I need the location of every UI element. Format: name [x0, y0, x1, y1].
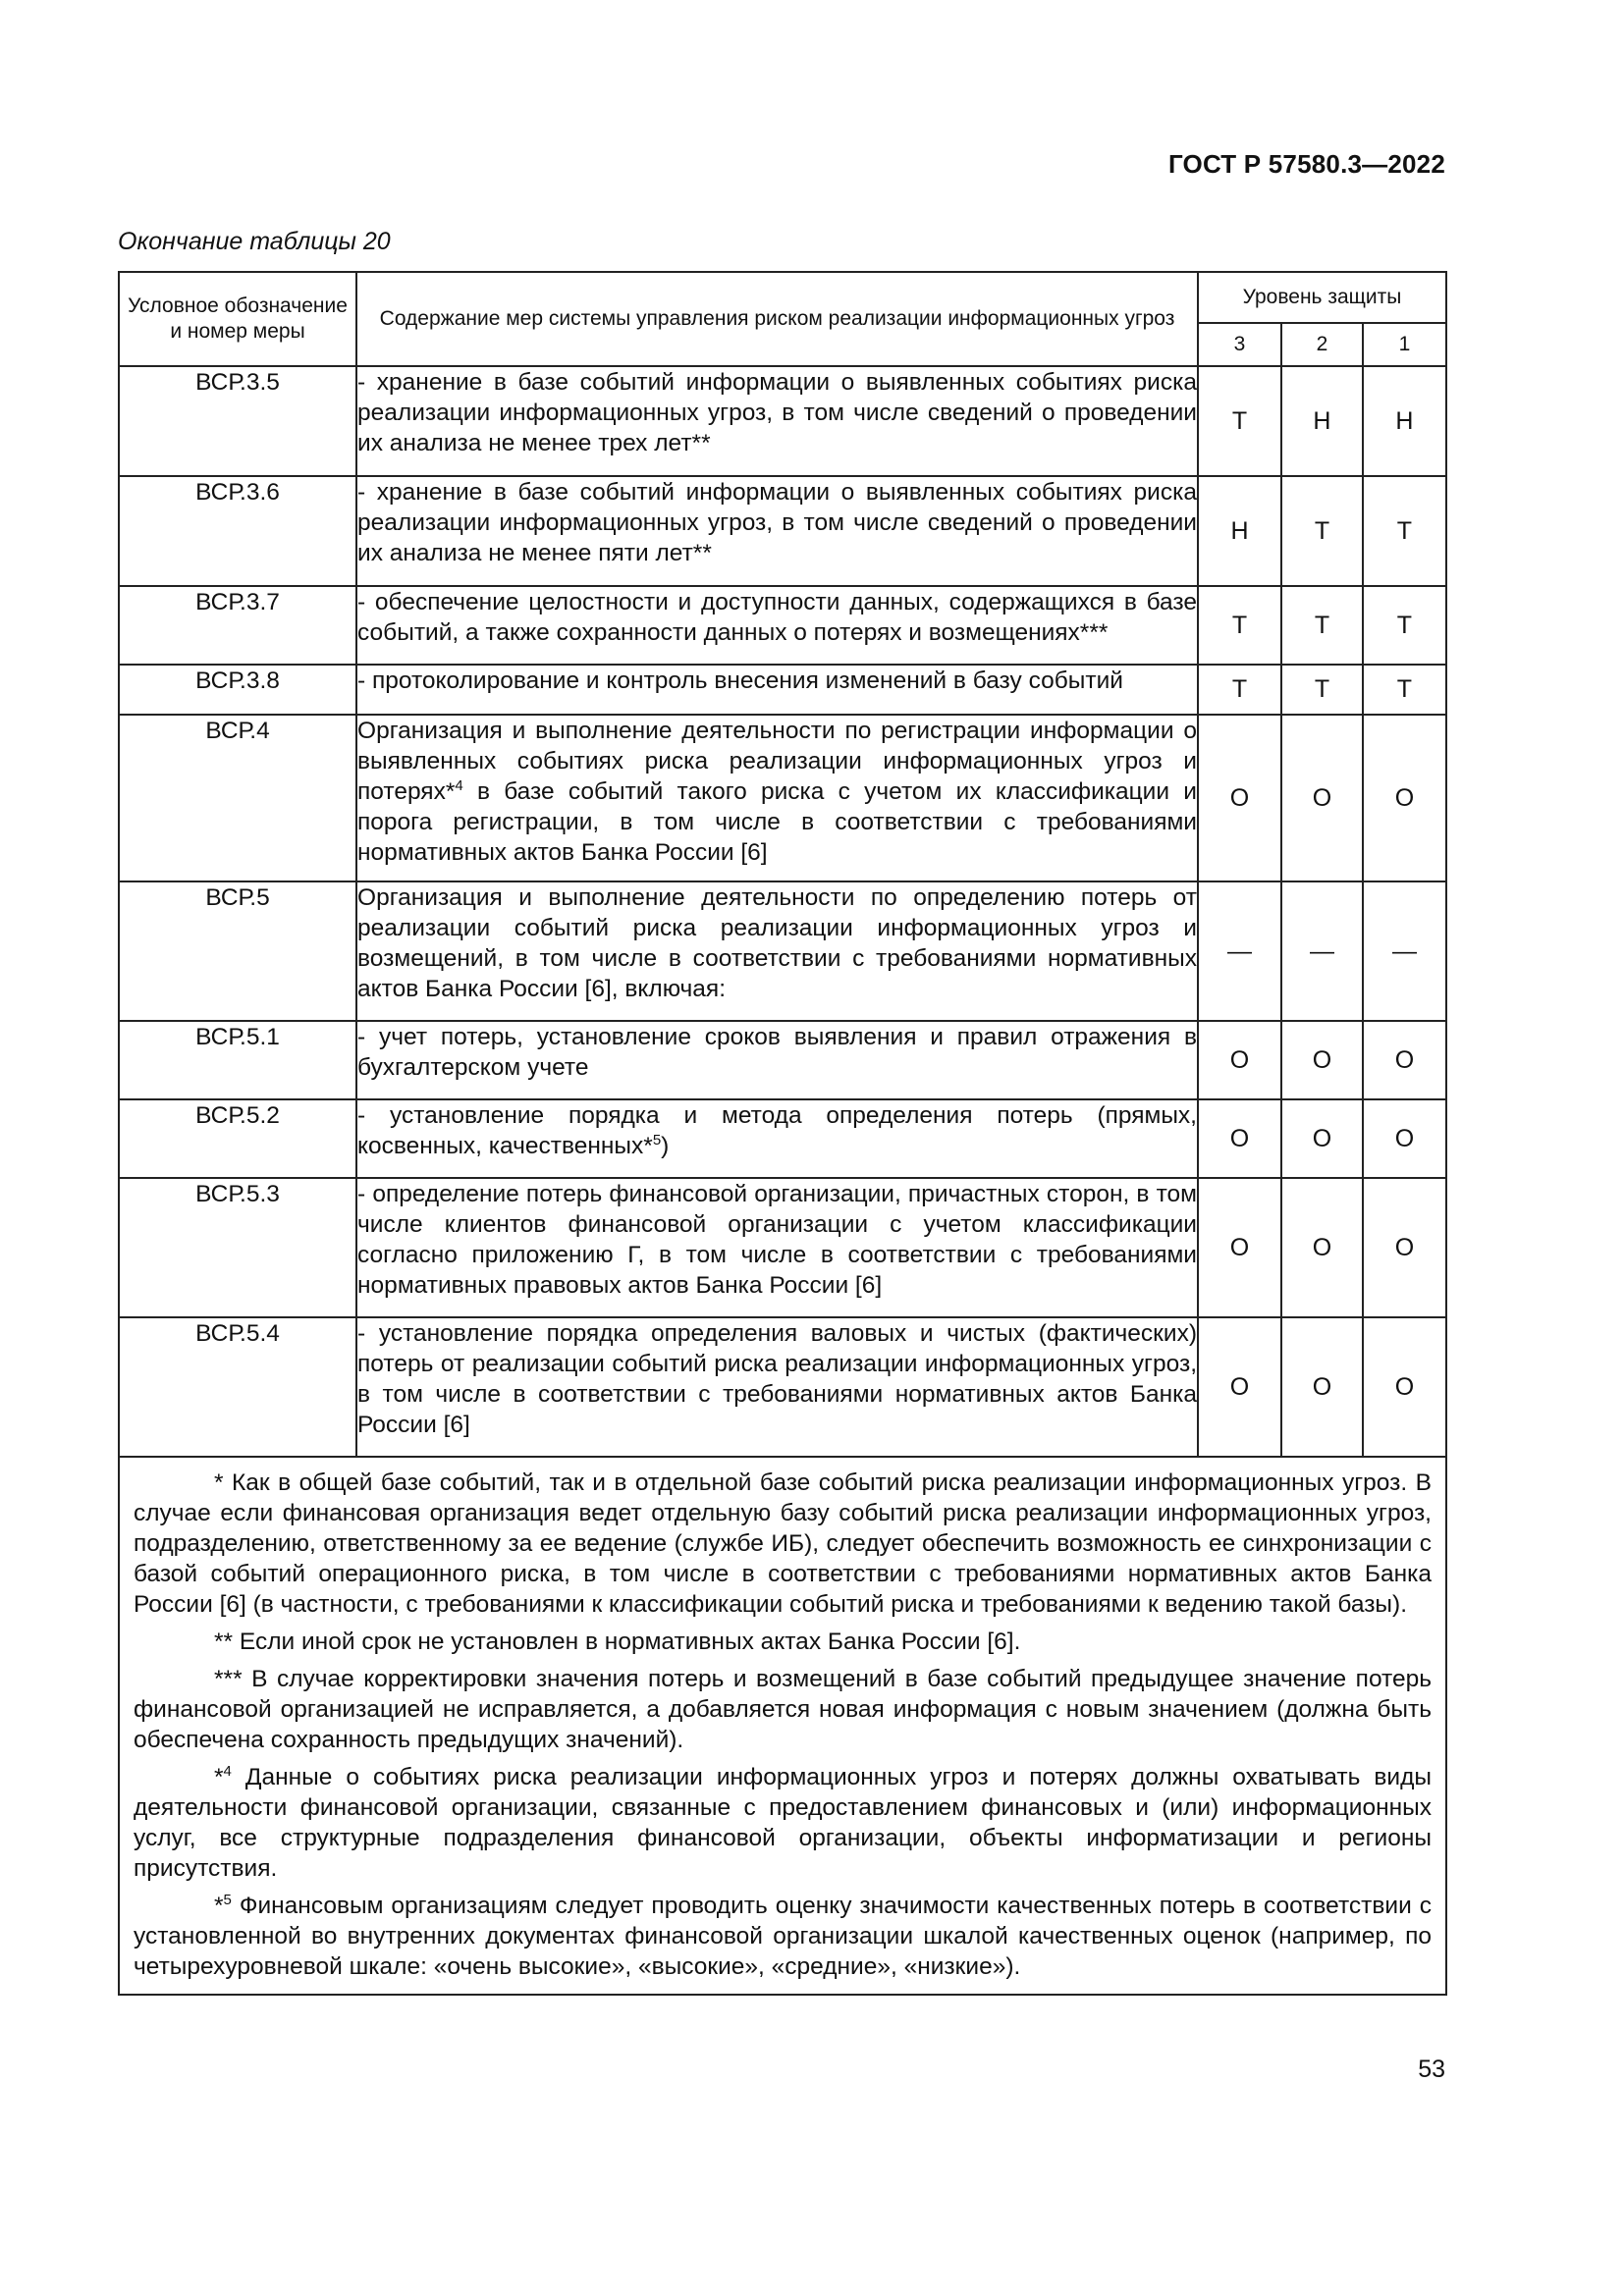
measure-code: ВСР.3.7: [119, 586, 356, 665]
measure-content-part: - установление порядка и метода определения потерь (прямых, косвенных, качественных*: [357, 1102, 1197, 1159]
level-3-value: О: [1198, 715, 1281, 881]
level-3-value: Т: [1198, 665, 1281, 715]
level-2-value: О: [1281, 1021, 1363, 1099]
header-level-3: 3: [1198, 323, 1281, 366]
footnote-5: [134, 1891, 1432, 1982]
level-2-value: Т: [1281, 586, 1363, 665]
level-3-value: О: [1198, 1317, 1281, 1457]
measure-code: ВСР.4: [119, 715, 356, 881]
table-caption: Окончание таблицы 20: [118, 228, 391, 255]
footnote-number: 5: [223, 1892, 232, 1908]
level-2-value: О: [1281, 1099, 1363, 1178]
measure-code: ВСР.5.3: [119, 1178, 356, 1317]
level-2-value: —: [1281, 881, 1363, 1021]
table-row: [119, 586, 1446, 665]
footnote-text: Данные о событиях риска реализации информационных угроз и потерях должны охватывать виды деятельности финансовой организации, связанные с предоставлением финансовых и (или) информационных услуг, все структурные подразделения финансовой организации, объекты информатизации и регионы присутствия.: [134, 1764, 1432, 1882]
measure-content-part: ): [661, 1133, 670, 1159]
level-3-value: Т: [1198, 366, 1281, 476]
measure-content-part: в базе событий такого риска с учетом их классификации и порога регистрации, в том числе в соответствии с требованиями нормативных актов Банка России [6]: [357, 778, 1197, 866]
level-1-value: Н: [1363, 366, 1446, 476]
level-3-value: Т: [1198, 586, 1281, 665]
level-1-value: О: [1363, 715, 1446, 881]
measure-content: Организация и выполнение деятельности по определению потерь от реализации событий риска реализации информационных угроз и возмещений, в том числе в соответствии с требованиями нормативных актов Банка России [6], включая:: [356, 881, 1198, 1021]
document-code: ГОСТ Р 57580.3—2022: [1167, 149, 1445, 179]
level-3-value: —: [1198, 881, 1281, 1021]
measure-code: ВСР.5.4: [119, 1317, 356, 1457]
measure-content: - определение потерь финансовой организации, причастных сторон, в том числе клиентов финансовой организации с учетом классификации согласно приложению Г, в том числе в соответствии с требованиями нормативных правовых актов Банка России [6]: [356, 1178, 1198, 1317]
footnote-4: [134, 1762, 1432, 1884]
measure-code: ВСР.3.6: [119, 476, 356, 586]
footnote-2: ** Если иной срок не установлен в нормативных актах Банка России [6].: [214, 1629, 1021, 1655]
table-row: [119, 1021, 1446, 1099]
level-1-value: О: [1363, 1178, 1446, 1317]
level-3-value: Н: [1198, 476, 1281, 586]
page-number: 53: [1418, 2056, 1445, 2083]
measure-content: - обеспечение целостности и доступности данных, содержащихся в базе событий, а также сохранности данных о потерях и возмещениях***: [356, 586, 1198, 665]
table-row: [119, 366, 1446, 476]
footnote-mark: *: [214, 1893, 224, 1919]
header-level-1: 1: [1363, 323, 1446, 366]
measure-code: ВСР.3.8: [119, 665, 356, 715]
table-row: [119, 476, 1446, 586]
measures-table: [118, 271, 1447, 1458]
level-1-value: Т: [1363, 476, 1446, 586]
measures-table-container: [118, 271, 1447, 1996]
level-1-value: О: [1363, 1099, 1446, 1178]
table-row: [119, 715, 1446, 881]
table-row: [119, 1099, 1446, 1178]
measure-content: [356, 715, 1198, 881]
measure-content-part: Организация и выполнение деятельности по регистрации информации о выявленных событиях риска реализации информационных угроз и потерях*: [357, 718, 1197, 805]
measure-content: - хранение в базе событий информации о выявленных событиях риска реализации информационных угроз, в том числе сведений о проведении их анализа не менее трех лет**: [356, 366, 1198, 476]
level-2-value: Н: [1281, 366, 1363, 476]
table-row: [119, 881, 1446, 1021]
level-1-value: О: [1363, 1021, 1446, 1099]
level-2-value: Т: [1281, 476, 1363, 586]
level-3-value: О: [1198, 1099, 1281, 1178]
measure-content: - протоколирование и контроль внесения изменений в базу событий: [356, 665, 1198, 715]
level-3-value: О: [1198, 1021, 1281, 1099]
footnote-1: * Как в общей базе событий, так и в отдельной базе событий риска реализации информационных угроз. В случае если финансовая организация ведет отдельную базу событий риска реализации информационных угроз, подразделению, ответственному за ее ведение (службе ИБ), следует обеспечить возможность ее синхронизации с базой событий операционного риска, в том числе в соответствии с требованиями нормативных актов Банка России [6] (в частности, с требованиями к классификации событий риска и требованиями к ведению такой базы).: [134, 1469, 1432, 1618]
table-footnotes: [118, 1458, 1447, 1996]
measure-content: [356, 1099, 1198, 1178]
header-protection-level: Уровень защиты: [1198, 272, 1446, 323]
measure-content: - учет потерь, установление сроков выявления и правил отражения в бухгалтерском учете: [356, 1021, 1198, 1099]
measure-content: - хранение в базе событий информации о выявленных событиях риска реализации информационных угроз, в том числе сведений о проведении их анализа не менее пяти лет**: [356, 476, 1198, 586]
header-level-2: 2: [1281, 323, 1363, 366]
level-2-value: О: [1281, 715, 1363, 881]
table-row: [119, 1317, 1446, 1457]
measure-code: ВСР.5: [119, 881, 356, 1021]
footnote-ref: 4: [455, 777, 463, 794]
measure-code: ВСР.5.2: [119, 1099, 356, 1178]
level-2-value: Т: [1281, 665, 1363, 715]
measure-content: - установление порядка определения валовых и чистых (фактических) потерь от реализации событий риска реализации информационных угроз, в том числе в соответствии с требованиями нормативных актов Банка России [6]: [356, 1317, 1198, 1457]
level-1-value: О: [1363, 1317, 1446, 1457]
level-1-value: Т: [1363, 586, 1446, 665]
table-row: [119, 665, 1446, 715]
level-3-value: О: [1198, 1178, 1281, 1317]
level-1-value: —: [1363, 881, 1446, 1021]
level-2-value: О: [1281, 1317, 1363, 1457]
footnote-mark: *: [214, 1764, 224, 1790]
level-1-value: Т: [1363, 665, 1446, 715]
header-content: Содержание мер системы управления риском реализации информационных угроз: [356, 272, 1198, 366]
footnote-number: 4: [223, 1763, 232, 1780]
level-2-value: О: [1281, 1178, 1363, 1317]
footnote-text: Финансовым организациям следует проводить оценку значимости качественных потерь в соответствии с установленной во внутренних документах финансовой организации шкалой качественных оценок (например, по четырехуровневой шкале: «очень высокие», «высокие», «средние», «низкие»).: [134, 1893, 1432, 1980]
header-code: Условное обозначение и номер меры: [119, 272, 356, 366]
table-header-row: [119, 272, 1446, 323]
table-row: [119, 1178, 1446, 1317]
footnote-ref: 5: [652, 1132, 662, 1148]
measure-code: ВСР.5.1: [119, 1021, 356, 1099]
footnote-3: *** В случае корректировки значения потерь и возмещений в базе событий предыдущее значение потерь финансовой организацией не исправляется, а добавляется новая информация с новым значением (должна быть обеспечена сохранность предыдущих значений).: [134, 1666, 1432, 1753]
measure-code: ВСР.3.5: [119, 366, 356, 476]
